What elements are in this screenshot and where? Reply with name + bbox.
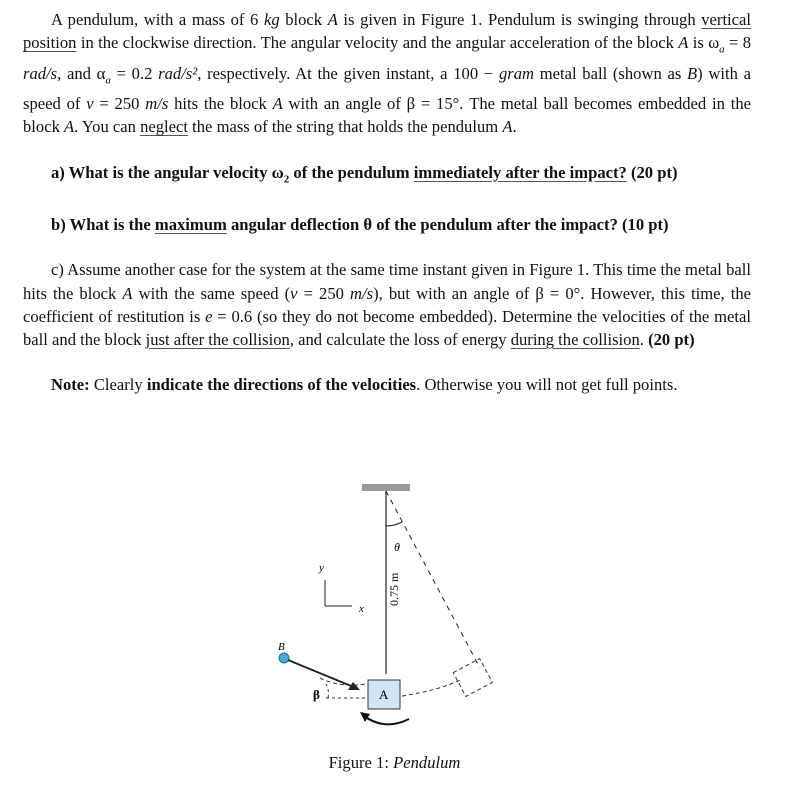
angular-velocity-arrow (364, 716, 409, 724)
ball-trajectory (288, 660, 356, 688)
note-paragraph: Note: Clearly indicate the directions of the velocities. Otherwise you will not get full points. (51, 375, 678, 395)
question-c: c) Assume another case for the system at the same time instant given in Figure 1. This time the metal ball hits the block A with the same speed (v = 250 m/s), but with an angle of β = 0°. However, this time, the coefficient of restitution is e = 0.6 (so they do not become embedded). Determine the velocities of the metal ball and the block just after the collision, and calculate the loss of energy during the collision. (20 pt) (23, 260, 751, 349)
ball-label: B (278, 641, 285, 653)
deflected-block (453, 659, 492, 697)
beta-label: β (313, 687, 320, 702)
block-a-label: A (379, 687, 389, 702)
pendulum-figure (270, 478, 530, 748)
theta-arc (386, 522, 402, 526)
swing-path (402, 680, 460, 696)
intro-paragraph: A pendulum, with a mass of 6 kg block A is given in Figure 1. Pendulum is swinging through vertical position in the clockwise direction. The angular velocity and the angular acceleration of the block A is $\omega_a = 8$ rad/s, and $\alpha_a = 0.2$ rad/s², respectively. At the given instant, a 100 − gram metal ball (shown as B) with a speed of v = 250 m/s hits the block A with an angle of β = 15°. The metal ball becomes embedded in the block A. You can neglect the mass of the string that holds the pendulum A. (23, 10, 752, 137)
figure-caption: Figure 1: Pendulum (328, 753, 461, 772)
question-a: a) What is the angular velocity $\omega_2$ of the pendulum immediately after the impact? (20 pt) (51, 162, 678, 185)
question-b: b) What is the maximum angular deflection θ of the pendulum after the impact? (10 pt) (51, 215, 669, 235)
beta-arc (326, 684, 328, 698)
arrow-head (360, 712, 370, 722)
x-label: x (359, 603, 364, 615)
problem-text (23, 8, 751, 396)
theta-label: θ (394, 540, 400, 554)
ball-b (279, 653, 289, 663)
length-label: 0.75 m (387, 572, 401, 606)
ceiling (362, 484, 410, 491)
y-label: y (319, 562, 324, 574)
